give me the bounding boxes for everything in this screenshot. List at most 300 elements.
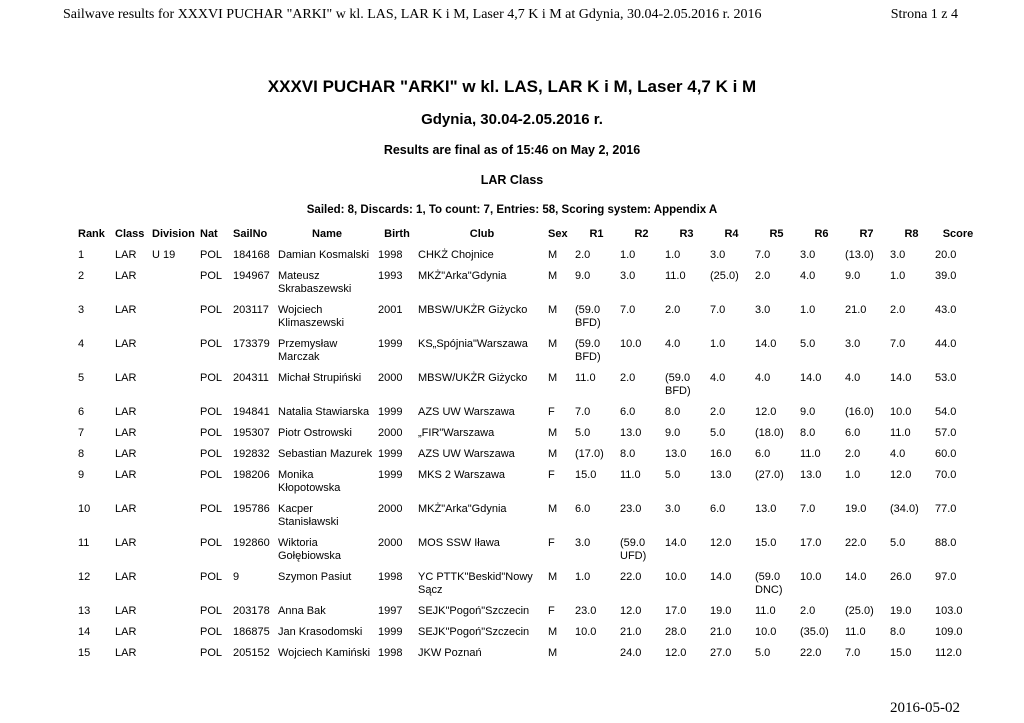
cell-club: AZS UW Warszawa	[418, 448, 515, 460]
cell-class: LAR	[115, 503, 137, 515]
cell-r4: 21.0	[710, 626, 732, 638]
column-header-sailno: SailNo	[233, 228, 268, 240]
cell-score: 103.0	[935, 605, 963, 617]
cell-sailno: 204311	[233, 372, 269, 384]
cell-name: Szymon Pasiut	[278, 571, 352, 583]
table-row	[78, 567, 983, 601]
table-row	[78, 423, 983, 444]
cell-score: 44.0	[935, 338, 957, 350]
cell-r5: 11.0	[755, 605, 776, 617]
cell-name: Jan Krasodomski	[278, 626, 363, 638]
cell-birth: 1998	[378, 249, 403, 261]
cell-birth: 2001	[378, 304, 403, 316]
cell-r5: 3.0	[755, 304, 771, 316]
column-header-score: Score	[942, 228, 974, 240]
cell-sex: M	[548, 626, 558, 638]
cell-nat: POL	[200, 270, 223, 282]
cell-r8: 19.0	[890, 605, 912, 617]
cell-r3: 28.0	[665, 626, 687, 638]
cell-r8: 12.0	[890, 469, 912, 481]
cell-birth: 2000	[378, 427, 403, 439]
cell-division	[152, 533, 200, 567]
cell-sailno: 203117	[233, 304, 269, 316]
cell-r8: 4.0	[890, 448, 906, 460]
cell-class: LAR	[115, 469, 137, 481]
cell-r6: 17.0	[800, 537, 822, 549]
table-row	[78, 334, 983, 368]
cell-club: MKŻ"Arka"Gdynia	[418, 503, 507, 515]
cell-r2: 2.0	[620, 372, 636, 384]
cell-r7: 9.0	[845, 270, 861, 282]
cell-r3: 14.0	[665, 537, 687, 549]
cell-r1: 11.0	[575, 372, 596, 384]
cell-r8: 26.0	[890, 571, 912, 583]
cell-nat: POL	[200, 503, 223, 515]
page-header	[0, 0, 1024, 23]
cell-nat: POL	[200, 406, 223, 418]
cell-r3: 12.0	[665, 647, 687, 659]
venue-dates: Gdynia, 30.04-2.05.2016 r.	[421, 111, 603, 128]
cell-division	[152, 444, 200, 465]
cell-division: U 19	[152, 249, 176, 261]
table-row	[78, 266, 983, 300]
cell-r1: (59.0 BFD)	[575, 338, 601, 363]
cell-rank: 7	[78, 427, 85, 439]
column-header-r7: R7	[859, 228, 874, 240]
cell-sex: M	[548, 427, 558, 439]
table-row	[78, 465, 983, 499]
results-table-body	[78, 245, 983, 664]
cell-name: Mateusz Skrabaszewski	[278, 270, 352, 295]
cell-r7: 19.0	[845, 503, 867, 515]
cell-r4: 12.0	[710, 537, 732, 549]
cell-r3: 13.0	[665, 448, 687, 460]
cell-r4: 3.0	[710, 249, 726, 261]
cell-r1: 5.0	[575, 427, 591, 439]
column-header-r8: R8	[904, 228, 919, 240]
cell-r5: 13.0	[755, 503, 777, 515]
cell-club: SEJK"Pogoń"Szczecin	[418, 605, 530, 617]
cell-r6: 5.0	[800, 338, 816, 350]
cell-r7: 3.0	[845, 338, 861, 350]
cell-r7: 14.0	[845, 571, 867, 583]
cell-class: LAR	[115, 448, 137, 460]
cell-r4: 6.0	[710, 503, 726, 515]
cell-score: 54.0	[935, 406, 957, 418]
cell-division	[152, 266, 200, 300]
cell-r7: 21.0	[845, 304, 867, 316]
cell-r5: 12.0	[755, 406, 777, 418]
cell-r4: 7.0	[710, 304, 726, 316]
cell-r8: 1.0	[890, 270, 906, 282]
cell-r2: 8.0	[620, 448, 636, 460]
cell-rank: 5	[78, 372, 85, 384]
cell-club: MBSW/UKŻR Giżycko	[418, 372, 528, 384]
cell-club: SEJK"Pogoń"Szczecin	[418, 626, 530, 638]
cell-sailno: 9	[233, 571, 240, 583]
cell-r2: 23.0	[620, 503, 642, 515]
cell-name: Damian Kosmalski	[278, 249, 370, 261]
cell-r8: 10.0	[890, 406, 912, 418]
cell-club: MOS SSW Iława	[418, 537, 500, 549]
cell-r2: 22.0	[620, 571, 642, 583]
cell-nat: POL	[200, 372, 223, 384]
cell-r1: (17.0)	[575, 448, 604, 460]
cell-rank: 4	[78, 338, 85, 350]
cell-r2: 12.0	[620, 605, 642, 617]
table-header-row	[78, 224, 983, 245]
cell-rank: 14	[78, 626, 91, 638]
cell-birth: 1999	[378, 338, 403, 350]
cell-r7: 11.0	[845, 626, 866, 638]
cell-sex: F	[548, 537, 555, 549]
cell-name: Monika Kłopotowska	[278, 469, 341, 494]
cell-birth: 1998	[378, 571, 403, 583]
cell-r3: 5.0	[665, 469, 681, 481]
table-row	[78, 533, 983, 567]
cell-r2: 10.0	[620, 338, 642, 350]
cell-birth: 2000	[378, 372, 403, 384]
cell-r3: 10.0	[665, 571, 687, 583]
cell-r6: 22.0	[800, 647, 822, 659]
cell-birth: 2000	[378, 503, 403, 515]
cell-r6: 8.0	[800, 427, 816, 439]
column-header-club: Club	[469, 228, 495, 240]
cell-birth: 1999	[378, 406, 403, 418]
cell-sailno: 173379	[233, 338, 270, 350]
cell-name: Wojciech Kamiński	[278, 647, 371, 659]
cell-r2: (59.0 UFD)	[620, 537, 647, 562]
cell-division	[152, 423, 200, 444]
column-header-sex: Sex	[548, 228, 568, 240]
cell-class: LAR	[115, 571, 137, 583]
cell-r2: 7.0	[620, 304, 636, 316]
series-summary: Sailed: 8, Discards: 1, To count: 7, Entries: 58, Scoring system: Appendix A	[306, 204, 718, 216]
cell-club: AZS UW Warszawa	[418, 406, 515, 418]
cell-sailno: 192860	[233, 537, 270, 549]
cell-r5: 6.0	[755, 448, 771, 460]
cell-sailno: 195307	[233, 427, 270, 439]
cell-nat: POL	[200, 249, 223, 261]
cell-r2: 11.0	[620, 469, 641, 481]
cell-r1	[575, 643, 620, 664]
cell-r8: 11.0	[890, 427, 911, 439]
cell-rank: 12	[78, 571, 91, 583]
cell-sailno: 186875	[233, 626, 270, 638]
cell-sailno: 203178	[233, 605, 270, 617]
cell-r8: 2.0	[890, 304, 906, 316]
cell-name: Przemysław Marczak	[278, 338, 338, 363]
cell-r5: 10.0	[755, 626, 777, 638]
cell-score: 88.0	[935, 537, 957, 549]
cell-score: 43.0	[935, 304, 957, 316]
cell-nat: POL	[200, 626, 223, 638]
cell-class: LAR	[115, 647, 137, 659]
cell-r6: 11.0	[800, 448, 821, 460]
cell-r1: 23.0	[575, 605, 597, 617]
cell-rank: 11	[78, 537, 90, 549]
class-heading: LAR Class	[480, 173, 544, 187]
cell-class: LAR	[115, 249, 137, 261]
cell-r7: 22.0	[845, 537, 867, 549]
cell-score: 97.0	[935, 571, 957, 583]
cell-r1: 15.0	[575, 469, 597, 481]
cell-club: KS„Spójnia"Warszawa	[418, 338, 528, 350]
cell-club: MKS 2 Warszawa	[418, 469, 506, 481]
cell-r7: 6.0	[845, 427, 861, 439]
cell-r6: (35.0)	[800, 626, 829, 638]
cell-sex: F	[548, 406, 555, 418]
cell-r6: 13.0	[800, 469, 822, 481]
cell-class: LAR	[115, 372, 137, 384]
cell-division	[152, 368, 200, 402]
cell-r7: 2.0	[845, 448, 861, 460]
cell-nat: POL	[200, 571, 223, 583]
cell-r1: 10.0	[575, 626, 597, 638]
cell-score: 70.0	[935, 469, 957, 481]
cell-sex: M	[548, 372, 558, 384]
cell-name: Sebastian Mazurek	[278, 448, 373, 460]
cell-name: Wiktoria Gołębiowska	[278, 537, 341, 562]
cell-r3: 8.0	[665, 406, 681, 418]
cell-club: „FIR"Warszawa	[418, 427, 495, 439]
cell-birth: 1997	[378, 605, 403, 617]
cell-nat: POL	[200, 537, 223, 549]
page-header-title: Sailwave results for XXXVI PUCHAR "ARKI" w kl. LAS, LAR K i M, Laser 4,7 K i M at Gdynia, 30.04-2.05.2016 r. 2016	[63, 7, 762, 22]
cell-score: 112.0	[935, 647, 962, 659]
cell-r5: 2.0	[755, 270, 771, 282]
cell-division	[152, 567, 200, 601]
title-block	[0, 77, 1024, 216]
cell-r6: 2.0	[800, 605, 816, 617]
cell-r3: 4.0	[665, 338, 681, 350]
cell-r3: 9.0	[665, 427, 681, 439]
column-header-division: Division	[152, 228, 195, 240]
cell-rank: 6	[78, 406, 85, 418]
cell-score: 109.0	[935, 626, 963, 638]
cell-sex: M	[548, 503, 558, 515]
cell-r1: 3.0	[575, 537, 591, 549]
cell-birth: 1993	[378, 270, 403, 282]
cell-r5: 4.0	[755, 372, 771, 384]
column-header-r1: R1	[589, 228, 604, 240]
cell-nat: POL	[200, 304, 223, 316]
event-title: XXXVI PUCHAR "ARKI" w kl. LAS, LAR K i M, Laser 4,7 K i M	[267, 77, 757, 96]
cell-birth: 1999	[378, 626, 403, 638]
cell-class: LAR	[115, 304, 137, 316]
cell-nat: POL	[200, 448, 223, 460]
cell-class: LAR	[115, 427, 137, 439]
cell-sex: M	[548, 571, 558, 583]
cell-r5: 14.0	[755, 338, 777, 350]
cell-r8: 8.0	[890, 626, 906, 638]
cell-r8: (34.0)	[890, 503, 919, 515]
table-row	[78, 643, 983, 664]
column-header-r4: R4	[724, 228, 739, 240]
cell-sex: M	[548, 270, 558, 282]
cell-r5: 15.0	[755, 537, 777, 549]
column-header-class: Class	[115, 228, 145, 240]
page-number: Strona 1 z 4	[890, 7, 958, 22]
cell-rank: 10	[78, 503, 91, 515]
cell-club: CHKŻ Chojnice	[418, 249, 494, 261]
cell-score: 53.0	[935, 372, 957, 384]
cell-r4: 14.0	[710, 571, 732, 583]
cell-division	[152, 300, 200, 334]
cell-rank: 8	[78, 448, 85, 460]
column-header-birth: Birth	[384, 228, 410, 240]
cell-rank: 15	[78, 647, 91, 659]
cell-class: LAR	[115, 406, 137, 418]
cell-rank: 2	[78, 270, 85, 282]
cell-division	[152, 465, 200, 499]
cell-r3: 3.0	[665, 503, 681, 515]
footer-date: 2016-05-02	[890, 700, 960, 716]
cell-nat: POL	[200, 469, 223, 481]
column-header-r6: R6	[814, 228, 829, 240]
cell-r1: 1.0	[575, 571, 591, 583]
cell-r4: 1.0	[710, 338, 726, 350]
cell-division	[152, 601, 200, 622]
table-row	[78, 601, 983, 622]
cell-r4: 13.0	[710, 469, 732, 481]
cell-r6: 9.0	[800, 406, 816, 418]
results-table	[78, 224, 983, 664]
cell-r1: 6.0	[575, 503, 591, 515]
table-row	[78, 622, 983, 643]
table-row	[78, 300, 983, 334]
cell-r7: 7.0	[845, 647, 861, 659]
cell-class: LAR	[115, 537, 137, 549]
cell-r2: 13.0	[620, 427, 642, 439]
cell-r5: (27.0)	[755, 469, 784, 481]
cell-r5: 5.0	[755, 647, 771, 659]
cell-r8: 7.0	[890, 338, 906, 350]
cell-club: MKŻ"Arka"Gdynia	[418, 270, 507, 282]
cell-club: YC PTTK"Beskid"Nowy Sącz	[418, 571, 533, 596]
cell-club: JKW Poznań	[418, 647, 482, 659]
cell-birth: 1999	[378, 448, 403, 460]
cell-nat: POL	[200, 338, 223, 350]
cell-division	[152, 643, 200, 664]
cell-class: LAR	[115, 626, 137, 638]
cell-r3: 2.0	[665, 304, 681, 316]
cell-r2: 24.0	[620, 647, 642, 659]
cell-score: 60.0	[935, 448, 957, 460]
cell-r1: 7.0	[575, 406, 591, 418]
cell-r8: 15.0	[890, 647, 912, 659]
cell-club: MBSW/UKŻR Giżycko	[418, 304, 528, 316]
cell-r6: 3.0	[800, 249, 816, 261]
table-row	[78, 245, 983, 266]
cell-score: 57.0	[935, 427, 957, 439]
page-footer	[890, 700, 960, 717]
cell-r2: 21.0	[620, 626, 642, 638]
column-header-r3: R3	[679, 228, 694, 240]
cell-r4: 16.0	[710, 448, 732, 460]
cell-division	[152, 622, 200, 643]
cell-r8: 5.0	[890, 537, 906, 549]
cell-class: LAR	[115, 338, 137, 350]
cell-class: LAR	[115, 605, 137, 617]
column-header-rank: Rank	[78, 228, 105, 240]
cell-r6: 4.0	[800, 270, 816, 282]
cell-sex: M	[548, 338, 558, 350]
cell-sailno: 184168	[233, 249, 270, 261]
cell-r4: 4.0	[710, 372, 726, 384]
cell-name: Natalia Stawiarska	[278, 406, 370, 418]
cell-r3: 1.0	[665, 249, 681, 261]
cell-division	[152, 499, 200, 533]
cell-r4: 2.0	[710, 406, 726, 418]
cell-r6: 10.0	[800, 571, 822, 583]
cell-r1: (59.0 BFD)	[575, 304, 601, 329]
cell-r3: (59.0 BFD)	[665, 372, 691, 397]
cell-nat: POL	[200, 647, 223, 659]
cell-r3: 17.0	[665, 605, 687, 617]
cell-sailno: 194967	[233, 270, 270, 282]
cell-score: 20.0	[935, 249, 957, 261]
cell-r4: 5.0	[710, 427, 726, 439]
cell-r6: 1.0	[800, 304, 816, 316]
cell-rank: 1	[78, 249, 85, 261]
cell-r1: 2.0	[575, 249, 591, 261]
cell-sex: F	[548, 469, 555, 481]
cell-r1: 9.0	[575, 270, 591, 282]
cell-r5: 7.0	[755, 249, 771, 261]
cell-birth: 2000	[378, 537, 403, 549]
cell-name: Michał Strupiński	[278, 372, 362, 384]
cell-r8: 14.0	[890, 372, 912, 384]
cell-r2: 6.0	[620, 406, 636, 418]
cell-name: Piotr Ostrowski	[278, 427, 352, 439]
cell-sex: M	[548, 304, 558, 316]
cell-r4: 19.0	[710, 605, 732, 617]
table-row	[78, 444, 983, 465]
cell-sex: M	[548, 249, 558, 261]
cell-r8: 3.0	[890, 249, 906, 261]
cell-r3: 11.0	[665, 270, 686, 282]
cell-nat: POL	[200, 605, 223, 617]
cell-r4: (25.0)	[710, 270, 739, 282]
cell-r4: 27.0	[710, 647, 732, 659]
table-row	[78, 368, 983, 402]
cell-sailno: 194841	[233, 406, 270, 418]
cell-sex: M	[548, 647, 558, 659]
cell-r2: 1.0	[620, 249, 636, 261]
column-header-nat: Nat	[200, 228, 218, 240]
results-status: Results are final as of 15:46 on May 2, 2016	[383, 143, 641, 157]
cell-r6: 14.0	[800, 372, 822, 384]
cell-r6: 7.0	[800, 503, 816, 515]
cell-rank: 13	[78, 605, 91, 617]
cell-r5: (18.0)	[755, 427, 784, 439]
cell-sailno: 198206	[233, 469, 270, 481]
column-header-r5: R5	[769, 228, 784, 240]
cell-score: 39.0	[935, 270, 957, 282]
cell-sailno: 192832	[233, 448, 270, 460]
cell-r2: 3.0	[620, 270, 636, 282]
cell-division	[152, 334, 200, 368]
cell-nat: POL	[200, 427, 223, 439]
cell-r7: 1.0	[845, 469, 861, 481]
column-header-name: Name	[312, 228, 342, 240]
cell-birth: 1998	[378, 647, 403, 659]
cell-name: Wojciech Klimaszewski	[278, 304, 345, 329]
cell-r7: (25.0)	[845, 605, 874, 617]
cell-class: LAR	[115, 270, 137, 282]
cell-sailno: 205152	[233, 647, 270, 659]
